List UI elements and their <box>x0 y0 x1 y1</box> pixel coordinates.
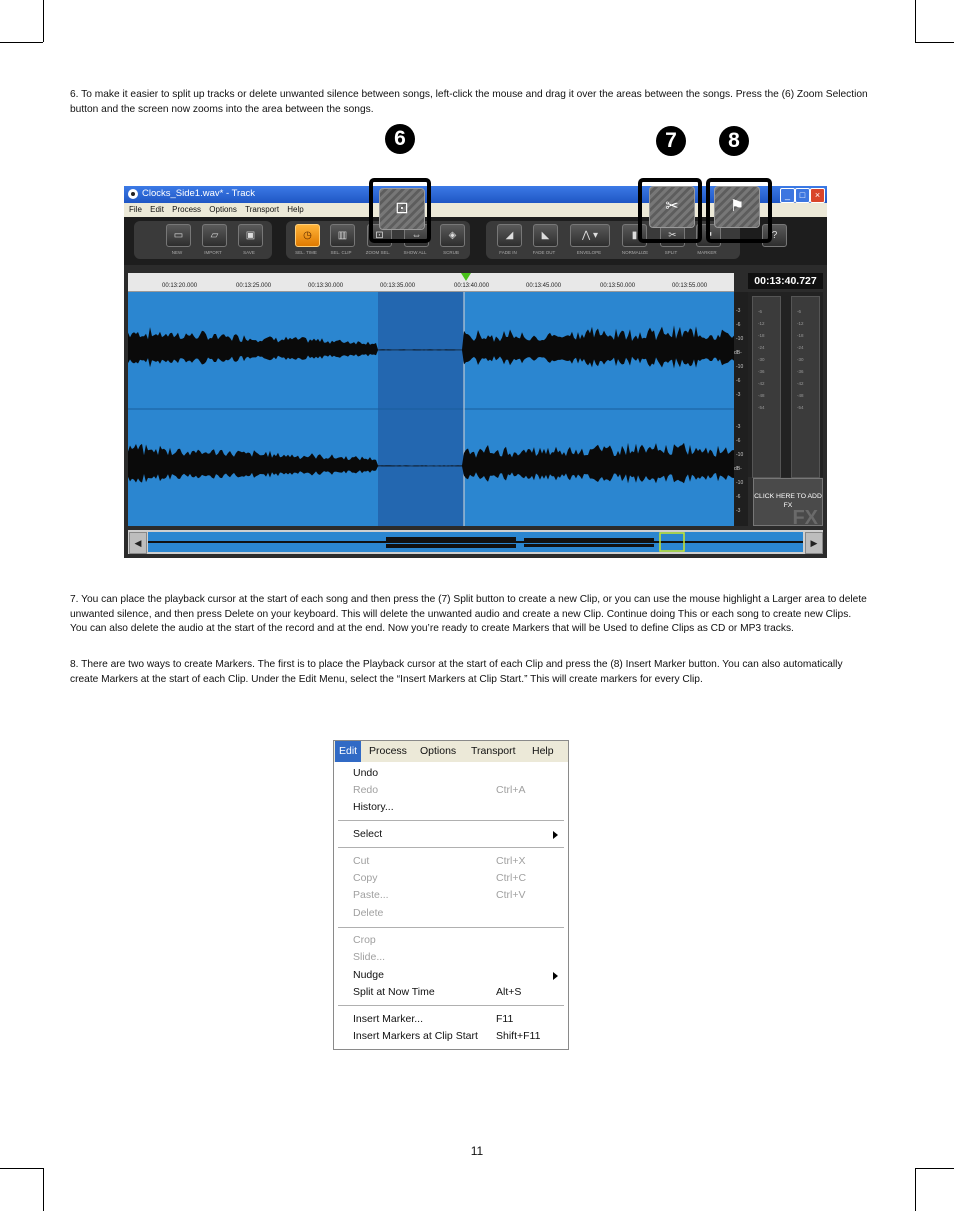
menu-transport[interactable]: Transport <box>471 745 516 757</box>
meter-label: -42 <box>797 381 804 386</box>
step8-text: 8. There are two ways to create Markers. The first is to place the Playback cursor at the start of each Clip and press the (8) Insert Marker button. You can also automatically create Markers at the start of each Clip. Under the Edit Menu, select the “Insert Markers at Clip Start.” This will create markers for every Clip. <box>70 659 843 685</box>
edit-menu <box>333 740 569 1050</box>
marker-label: MARKER <box>697 250 717 255</box>
ruler-tick: 00:13:45.000 <box>526 283 562 289</box>
db-label: -6 <box>736 438 741 444</box>
callout-7-badge: 7 <box>656 126 686 156</box>
split-button[interactable]: ✂ <box>660 224 685 247</box>
menu-item-shortcut: Ctrl+A <box>496 784 526 796</box>
fade-in-button[interactable]: ◢ <box>497 224 522 247</box>
meter-label: -30 <box>758 357 765 362</box>
meter-label: -54 <box>758 405 765 410</box>
scrub-label: SCRUB <box>443 250 459 255</box>
normalize-button[interactable]: ▮ <box>622 224 647 247</box>
meter-label: -36 <box>758 369 765 374</box>
db-label: -10 <box>736 336 744 342</box>
left-level-meter <box>752 296 781 478</box>
crop-mark <box>0 42 43 43</box>
menu-item-shortcut: Ctrl+C <box>496 872 527 884</box>
menu-item-select[interactable] <box>353 826 563 843</box>
menu-item-label: Crop <box>353 934 376 946</box>
menu-item-redo <box>353 782 563 799</box>
playhead-marker[interactable] <box>461 273 471 281</box>
callout-8-badge: 8 <box>719 126 749 156</box>
menu-file[interactable]: File <box>129 205 142 214</box>
zoom-sel-button[interactable]: ⊡ <box>367 224 392 247</box>
zoom-sel-label: ZOOM SEL. <box>365 250 391 255</box>
fade-out-button[interactable]: ◣ <box>533 224 558 247</box>
time-ruler <box>128 273 734 292</box>
menu-edit[interactable]: Edit <box>150 205 164 214</box>
scrub-button[interactable]: ◈ <box>440 224 465 247</box>
db-label: dB- <box>734 350 742 356</box>
menu-item-history[interactable] <box>353 799 563 816</box>
menu-item-cut <box>353 853 563 870</box>
crop-mark <box>915 1168 954 1169</box>
meter-label: -36 <box>797 369 804 374</box>
meter-label: -42 <box>758 381 765 386</box>
menu-help[interactable]: Help <box>287 205 304 214</box>
menu-item-undo[interactable] <box>353 765 563 782</box>
menu-item-label: Delete <box>353 907 384 919</box>
db-label: -6 <box>736 378 741 384</box>
meter-label: -24 <box>797 345 804 350</box>
meter-label: -24 <box>758 345 765 350</box>
envelope-label: ENVELOPE <box>576 250 602 255</box>
menu-options[interactable]: Options <box>420 745 457 757</box>
ruler-tick: 00:13:40.000 <box>454 283 490 289</box>
show-all-button[interactable]: ⇔ <box>404 224 429 247</box>
new-button[interactable]: ▭ <box>166 224 191 247</box>
menu-item-label: Slide... <box>353 951 386 963</box>
sel-clip-button[interactable]: ▥ <box>330 224 355 247</box>
ruler-tick: 00:13:50.000 <box>600 283 636 289</box>
meter-label: -30 <box>797 357 804 362</box>
add-fx-button[interactable] <box>753 478 823 529</box>
menu-item-slide <box>353 949 563 966</box>
meter-label: -12 <box>797 321 804 326</box>
crop-mark <box>915 0 916 42</box>
waveform-area[interactable] <box>128 292 734 526</box>
step7-text: 7. You can place the playback cursor at the start of each song and then press the (7) Split button to create a new Clip, or you can use the mouse highlight a Larger area to delete unwanted silence, and then press Delete on your keyboard. This will delete the unwanted audio and create a new Clip. Continue doing This or each song to create new Clips. You can also delete the audio at the start of the record and at the end. Now you’re ready to create Markers that will be Used to define Clips as CD or MP3 tracks. <box>70 594 867 635</box>
db-label: -6 <box>736 322 741 328</box>
db-label: -10 <box>736 364 744 370</box>
menu-item-paste <box>353 887 563 904</box>
crop-mark <box>43 1168 44 1211</box>
edit-menu-bar <box>334 741 568 762</box>
meter-scale <box>797 306 804 414</box>
db-label: -3 <box>736 392 741 398</box>
ruler-tick: 00:13:35.000 <box>380 283 416 289</box>
menu-item-label: Cut <box>353 855 370 867</box>
step6-text: 6. To make it easier to split up tracks or delete unwanted silence between songs, left-click the mouse and drag it over the areas between the songs. Press the (6) Zoom Selection button and the screen now zooms into the area between the songs. <box>70 89 868 115</box>
fx-watermark: FX <box>792 507 818 529</box>
menu-item-crop <box>353 932 563 949</box>
split-icon: ✂ <box>649 186 695 228</box>
overview-scrollbar[interactable] <box>128 530 823 554</box>
crop-mark <box>0 1168 43 1169</box>
crop-mark <box>43 0 44 42</box>
menu-item-split-at-now-time[interactable] <box>353 984 563 1001</box>
menu-process[interactable]: Process <box>369 745 407 757</box>
scroll-right-icon[interactable]: ▶ <box>805 532 823 554</box>
callout-6-badge: 6 <box>385 124 415 154</box>
db-label: -3 <box>736 508 741 514</box>
menu-item-copy <box>353 870 563 887</box>
sel-time-label: SEL. TIME <box>295 250 317 255</box>
menu-item-shortcut: Alt+S <box>496 986 522 998</box>
meter-label: -12 <box>758 321 765 326</box>
ruler-tick: 00:13:20.000 <box>162 283 198 289</box>
import-button[interactable]: ▱ <box>202 224 227 247</box>
envelope-button[interactable]: ⋀ ▾ <box>570 224 610 247</box>
fade-in-label: FADE IN <box>499 250 517 255</box>
new-label: NEW <box>171 250 183 255</box>
meter-label: -18 <box>758 333 765 338</box>
split-label: SPLIT <box>664 250 678 255</box>
menu-item-shortcut: Ctrl+X <box>496 855 526 867</box>
meter-label: -54 <box>797 405 804 410</box>
menu-item-nudge[interactable] <box>353 967 563 984</box>
show-all-label: SHOW ALL <box>403 250 427 255</box>
sel-time-button[interactable]: ◷ <box>295 224 320 247</box>
save-label: SAVE <box>243 250 255 255</box>
menu-item-shortcut: Shift+F11 <box>496 1030 541 1042</box>
level-meters <box>748 292 823 477</box>
menu-item-label: Nudge <box>353 969 384 981</box>
menu-item-shortcut: Ctrl+V <box>496 889 526 901</box>
overview-track[interactable] <box>148 532 803 552</box>
db-scale <box>734 292 748 526</box>
menu-separator <box>338 927 564 928</box>
menu-item-shortcut: F11 <box>496 1013 514 1025</box>
waveform-svg <box>128 292 734 526</box>
sel-clip-label: SEL. CLIP <box>330 250 352 255</box>
menu-item-insert-markers-at-clip-start[interactable] <box>353 1028 563 1045</box>
right-level-meter <box>791 296 820 478</box>
menu-item-label: Insert Markers at Clip Start <box>353 1030 478 1042</box>
scroll-left-icon[interactable]: ◀ <box>129 532 147 554</box>
db-label: -3 <box>736 308 741 314</box>
meter-label: -18 <box>797 333 804 338</box>
db-label: -3 <box>736 424 741 430</box>
menu-item-label: Redo <box>353 784 379 796</box>
db-label: -10 <box>736 452 744 458</box>
menu-item-label: Copy <box>353 872 378 884</box>
close-icon[interactable]: × <box>810 188 825 203</box>
save-button[interactable]: ▣ <box>238 224 263 247</box>
app-icon <box>128 189 138 199</box>
menu-options[interactable]: Options <box>209 205 237 214</box>
meter-label: -6 <box>758 309 763 314</box>
add-fx-label: CLICK HERE TO ADD FX <box>754 493 822 509</box>
crop-mark <box>915 1168 916 1211</box>
menu-item-insert-marker[interactable] <box>353 1011 563 1028</box>
menu-process[interactable]: Process <box>172 205 202 214</box>
ruler-tick: 00:13:55.000 <box>672 283 708 289</box>
menu-item-label: Undo <box>353 767 379 779</box>
crop-mark <box>915 42 954 43</box>
meter-label: -48 <box>758 393 765 398</box>
page-number: 11 <box>470 1144 484 1158</box>
time-display: 00:13:40.727 <box>748 273 823 289</box>
marker-button[interactable]: ⚑ <box>696 224 721 247</box>
help-icon[interactable]: ? <box>762 224 787 247</box>
menu-help[interactable]: Help <box>532 745 554 757</box>
menu-item-label: History... <box>353 801 394 813</box>
menu-edit-open[interactable]: Edit <box>335 741 361 762</box>
db-label: -6 <box>736 494 741 500</box>
submenu-arrow-icon <box>553 831 558 839</box>
marker-icon: ⚑ <box>714 186 760 228</box>
overview-wave <box>148 532 803 552</box>
meter-label: -48 <box>797 393 804 398</box>
ruler-tick: 00:13:25.000 <box>236 283 272 289</box>
maximize-icon[interactable]: □ <box>795 188 810 203</box>
menu-transport[interactable]: Transport <box>245 205 280 214</box>
fade-out-label: FADE OUT <box>532 250 556 255</box>
window-title: Clocks_Side1.wav* - Track <box>142 188 255 199</box>
meter-scale <box>758 306 765 414</box>
submenu-arrow-icon <box>553 972 558 980</box>
zoom-selection-icon: ⊡ <box>379 188 425 230</box>
menu-item-label: Split at Now Time <box>353 986 435 998</box>
db-label: -10 <box>736 480 744 486</box>
menu-item-label: Insert Marker... <box>353 1013 424 1025</box>
menu-separator <box>338 847 564 848</box>
db-label: dB- <box>734 466 742 472</box>
menu-item-delete <box>353 905 563 922</box>
import-label: IMPORT <box>204 250 222 255</box>
meter-label: -6 <box>797 309 802 314</box>
menu-item-label: Paste... <box>353 889 389 901</box>
menu-item-label: Select <box>353 828 383 840</box>
menu-separator <box>338 1005 564 1006</box>
menu-separator <box>338 820 564 821</box>
ruler-tick: 00:13:30.000 <box>308 283 344 289</box>
minimize-icon[interactable]: _ <box>780 188 795 203</box>
normalize-label: NORMALIZE <box>621 250 649 255</box>
